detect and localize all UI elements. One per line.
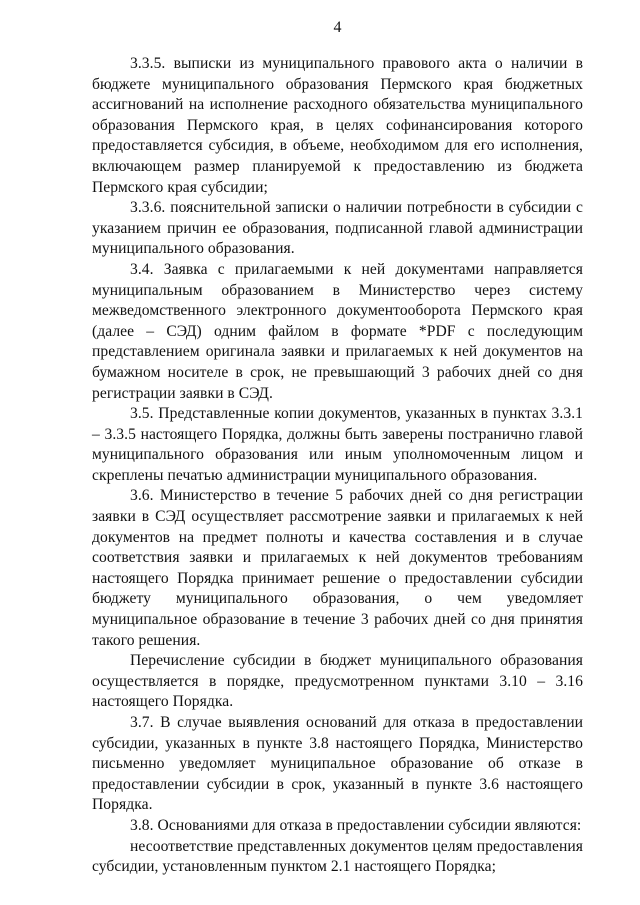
page-number: 4 [333,19,342,36]
paragraph-transfer: Перечисление субсидии в бюджет муниципального образования осуществляется в порядке, предусмотренном пунктами 3.10 – 3.16 настоящего Порядка. [92,652,583,711]
paragraph-refusal-ground: несоответствие представленных документов целям предоставления субсидии, установленным пунктом 2.1 настоящего Порядка; [92,837,583,876]
paragraph-3-4: 3.4. Заявка с прилагаемыми к ней документами направляется муниципальным образованием в Министерство через систему межведомственного электронного документооборота Пермского края (далее – СЭД) одним файлом в формате *PDF с последующим представлением оригинала заявки и прилагаемых к ней документов на бумажном носителе в срок, не превышающий 3 рабочих дней со дня регистрации заявки в СЭД. [92,260,583,402]
paragraph-3-7: 3.7. В случае выявления оснований для отказа в предоставлении субсидии, указанных в пункте 3.8 настоящего Порядка, Министерство письменно уведомляет муниципальное образование об отказе в предоставлении субсидии в срок, указанный в пункте 3.6 настоящего Порядка. [92,714,583,814]
paragraph-3-3-6: 3.3.6. пояснительной записки о наличии потребности в субсидии с указанием причин ее образования, подписанной главой администрации муниципального образования. [92,199,583,258]
paragraph-3-5: 3.5. Представленные копии документов, указанных в пунктах 3.3.1 – 3.3.5 настоящего Порядка, должны быть заверены постранично главой муниципального образования или иным уполномоченным лицом и скреплены печатью администрации муниципального образования. [92,405,583,484]
paragraph-3-6: 3.6. Министерство в течение 5 рабочих дней со дня регистрации заявки в СЭД осуществляет рассмотрение заявки и прилагаемых к ней документов на предмет полноты и качества составления и в случае соответствия заявки и прилагаемых к ней документов требованиям настоящего Порядка принимает решение о предоставлении субсидии бюджету муниципального образования, о чем уведомляет муниципальное образование в течение 3 рабочих дней со дня принятия такого решения. [92,487,583,649]
paragraph-3-8: 3.8. Основаниями для отказа в предоставлении субсидии являются: [130,816,582,834]
paragraph-3-3-5: 3.3.5. выписки из муниципального правового акта о наличии в бюджете муниципального образования Пермского края бюджетных ассигнований на исполнение расходного обязательства муниципального образования Пермского края, в целях софинансирования которого предоставляется субсидия, в объеме, необходимом для его исполнения, включающем размер планируемой к предоставлению из бюджета Пермского края субсидии; [92,55,583,196]
